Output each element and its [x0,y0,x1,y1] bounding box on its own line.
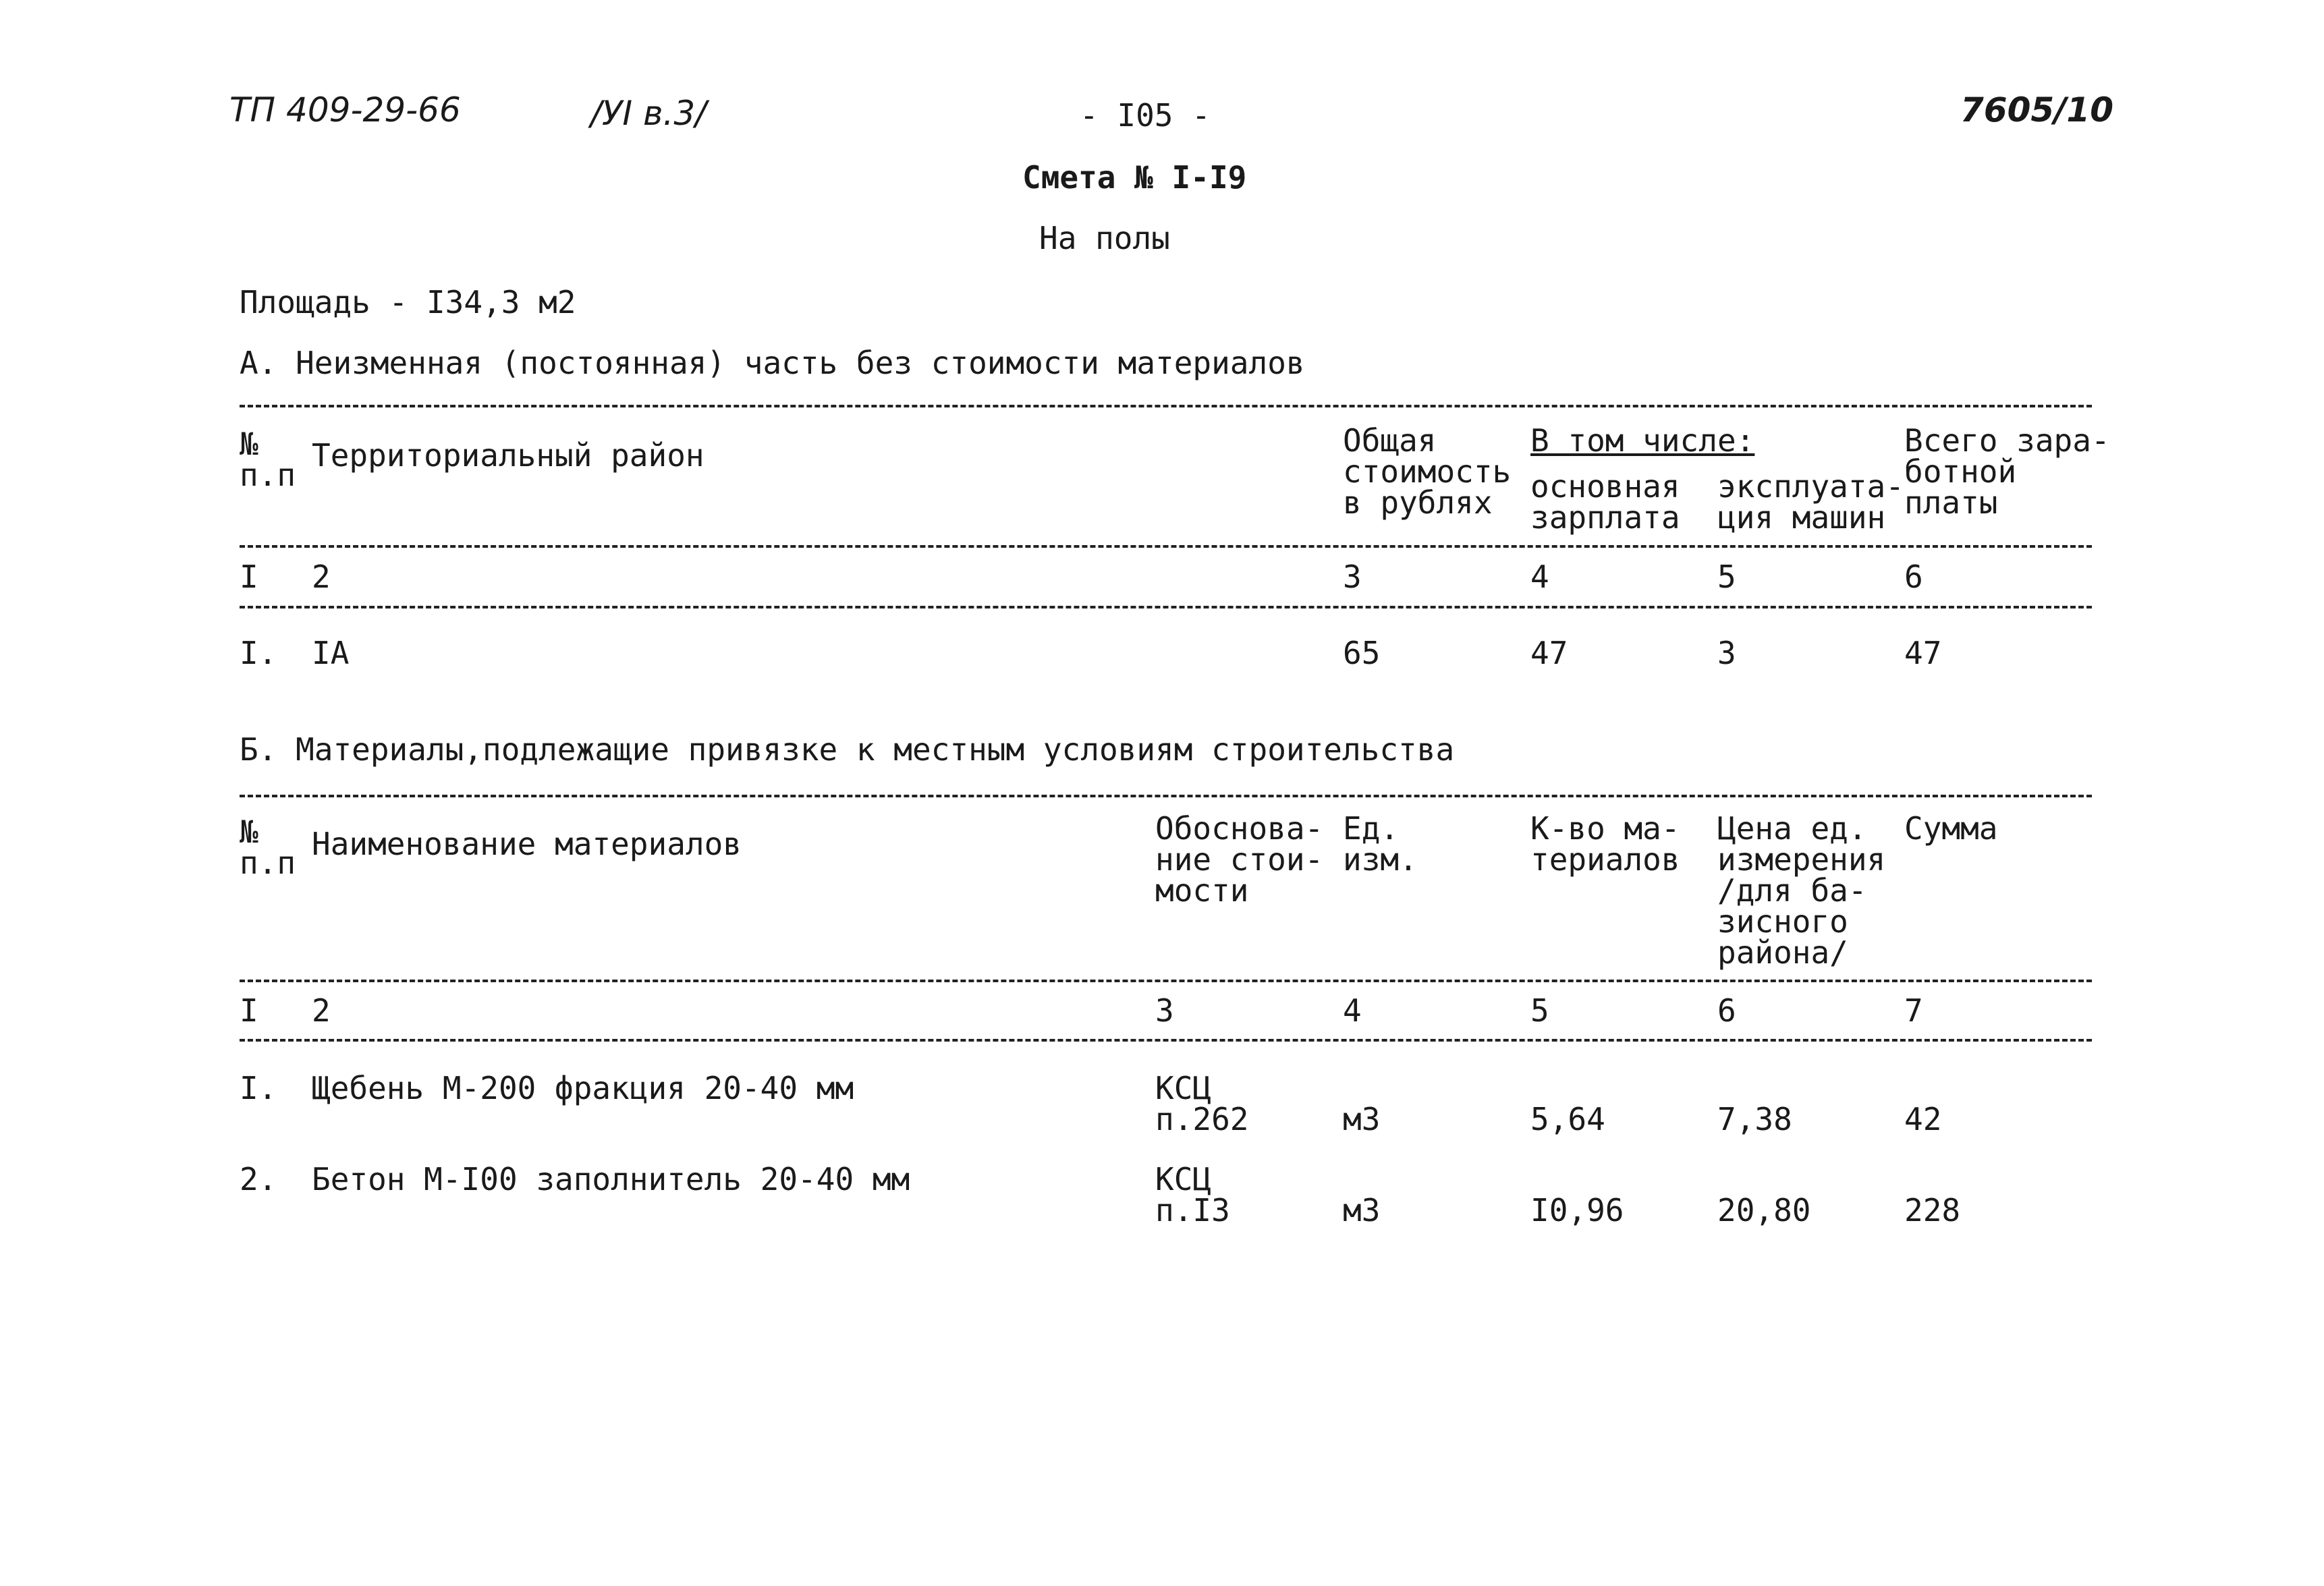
header-including: В том числе: [1530,422,1755,459]
header-quantity: К-во ма- териалов [1530,810,1680,878]
row-cost-basis: КСЦ п.262 [1155,1070,1249,1137]
table-rule [240,405,2092,407]
row-unit: м3 [1343,1192,1381,1228]
row-material-name: Бетон М-I00 заполнитель 20-40 мм [312,1161,910,1197]
column-number: 2 [312,559,331,595]
table-rule [240,980,2092,982]
column-number: I [240,559,258,595]
column-number: 5 [1530,992,1549,1029]
inventory-number: 7605/10 [1960,90,2114,130]
section-b-title: Б. Материалы,подлежащие привязке к местным условиям строительства [240,731,1455,768]
header-sum: Сумма [1904,810,1998,847]
column-number: 6 [1717,992,1736,1029]
header-base-wage: основная зарплата [1530,468,1680,536]
column-number: 4 [1343,992,1362,1029]
column-number: 4 [1530,559,1549,595]
column-number: 6 [1904,559,1923,595]
row-machine-operation: 3 [1717,635,1736,671]
header-num: № п.п [240,814,296,881]
column-number: 3 [1155,992,1174,1029]
header-num: № п.п [240,426,296,493]
header-total-wage: Всего зара- ботной платы [1904,422,2110,521]
column-number: 3 [1343,559,1362,595]
row-material-name: Щебень М-200 фракция 20-40 мм [312,1070,854,1106]
header-cost-basis: Обоснова- ние стои- мости [1155,810,1324,909]
header-unit-price: Цена ед. измерения /для ба- зисного района/ [1717,810,1886,971]
page-number: - I05 - [1080,97,1211,134]
table-rule [240,1039,2092,1042]
row-num: I. [240,635,277,671]
header-machine-operation: эксплуата- ция машин [1717,468,1904,536]
row-total-wage: 47 [1904,635,1942,671]
row-num: I. [240,1070,277,1106]
column-number: 7 [1904,992,1923,1029]
volume-label: /УI в.3/ [590,94,707,133]
estimate-title: Смета № I-I9 [1022,159,1247,196]
table-rule [240,795,2092,797]
row-total-cost: 65 [1343,635,1381,671]
column-number: 5 [1717,559,1736,595]
row-base-wage: 47 [1530,635,1568,671]
column-number: 2 [312,992,331,1029]
row-num: 2. [240,1161,277,1197]
document-code: ТП 409-29-66 [229,90,461,130]
row-cost-basis: КСЦ п.I3 [1155,1161,1230,1228]
row-unit-price: 20,80 [1717,1192,1811,1228]
header-unit: Ед. изм. [1343,810,1418,878]
header-total-cost: Общая стоимость в рублях [1343,422,1512,521]
row-quantity: 5,64 [1530,1101,1605,1137]
table-rule [240,545,2092,548]
row-quantity: I0,96 [1530,1192,1624,1228]
row-unit: м3 [1343,1101,1381,1137]
estimate-subtitle: На полы [1039,220,1170,256]
column-number: I [240,992,258,1029]
row-district: IA [312,635,350,671]
row-unit-price: 7,38 [1717,1101,1792,1137]
row-sum: 42 [1904,1101,1942,1137]
floor-area: Площадь - I34,3 м2 [240,284,576,320]
section-a-title: А. Неизменная (постоянная) часть без стоимости материалов [240,345,1305,381]
table-rule [240,606,2092,608]
header-material-name: Наименование материалов [312,826,742,862]
header-district: Территориальный район [312,437,704,474]
row-sum: 228 [1904,1192,1961,1228]
